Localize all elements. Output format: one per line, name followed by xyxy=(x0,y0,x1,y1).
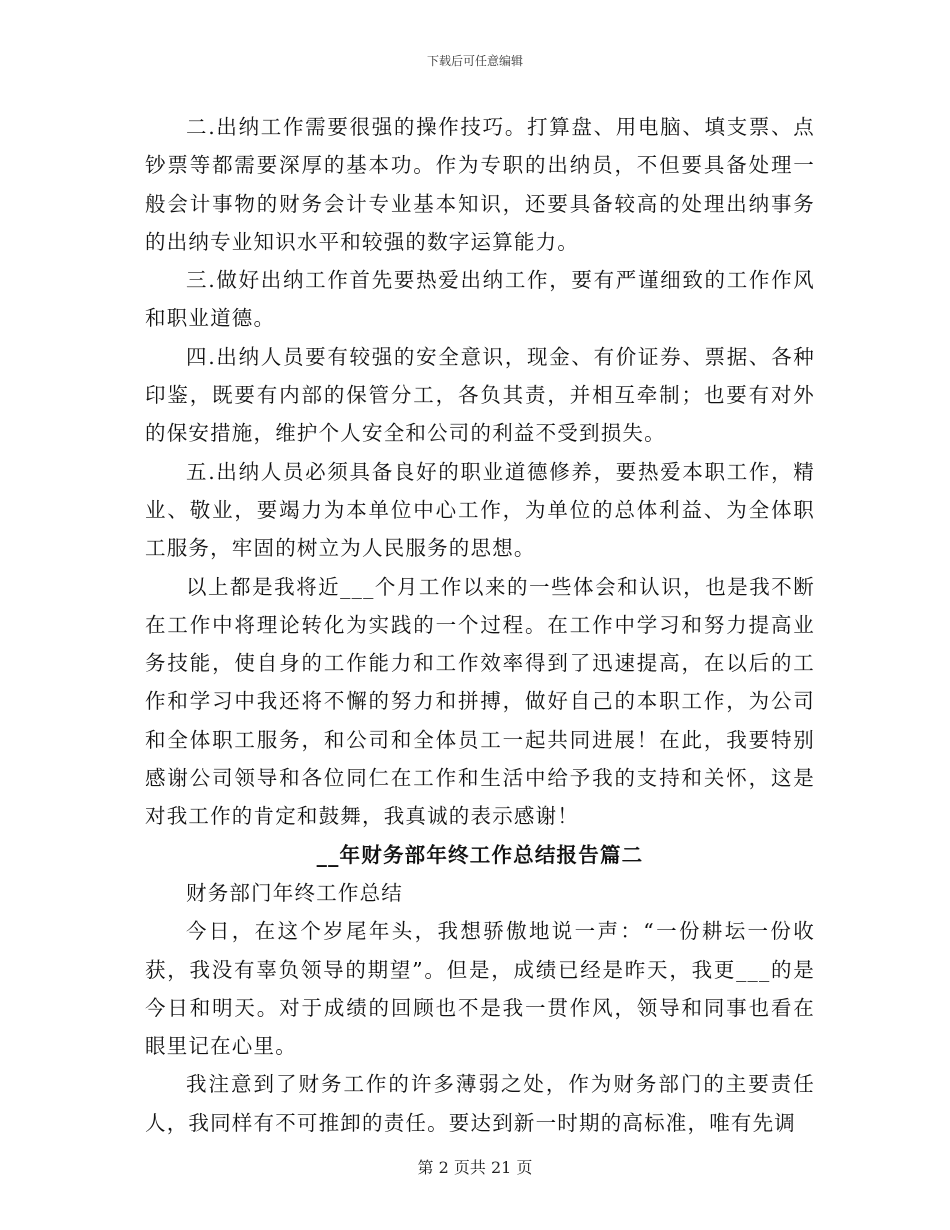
paragraph-summary: 以上都是我将近___个月工作以来的一些体会和认识，也是我不断在工作中将理论转化为实践的一个过程。在工作中学习和努力提高业务技能，使自身的工作能力和工作效率得到了迅速提高，在以后的工作和学习中我还将不懈的努力和拼搏，做好自己的本职工作，为公司和全体职工服务，和公司和全体员工一起共同进展！在此，我要特别感谢公司领导和各位同仁在工作和生活中给予我的支持和关怀，这是对我工作的肯定和鼓舞，我真诚的表示感谢！ xyxy=(145,574,815,829)
page-number: 第 2 页共 21 页 xyxy=(417,1158,533,1177)
document-body xyxy=(145,108,815,1142)
paragraph-item-5: 五.出纳人员必须具备良好的职业道德修养，要热爱本职工作，精业、敬业，要竭力为本单位中心工作，为单位的总体利益、为全体职工服务，牢固的树立为人民服务的思想。 xyxy=(145,459,815,561)
paragraph-item-2: 二.出纳工作需要很强的操作技巧。打算盘、用电脑、填支票、点钞票等都需要深厚的基本功。作为专职的出纳员，不但要具备处理一般会计事物的财务会计专业基本知识，还要具备较高的处理出纳事务的出纳专业知识水平和较强的数字运算能力。 xyxy=(145,115,815,254)
paragraph-intro: 今日，在这个岁尾年头，我想骄傲地说一声：“一份耕坛一份收获，我没有辜负领导的期望”。但是，成绩已经是昨天，我更___的是今日和明天。对于成绩的回顾也不是我一贯作风，领导和同事也看在眼里记在心里。 xyxy=(145,919,815,1059)
section-title: __年财务部年终工作总结报告篇二 xyxy=(316,842,644,867)
subsection-heading: 财务部门年终工作总结 xyxy=(186,880,403,905)
paragraph-item-3: 三.做好出纳工作首先要热爱出纳工作，要有严谨细致的工作作风和职业道德。 xyxy=(145,268,815,331)
paragraph-responsibility: 我注意到了财务工作的许多薄弱之处，作为财务部门的主要责任人，我同样有不可推卸的责任。要达到新一时期的高标准，唯有先调 xyxy=(145,1072,815,1135)
download-edit-note: 下载后可任意编辑 xyxy=(426,54,523,68)
paragraph-item-4: 四.出纳人员要有较强的安全意识，现金、有价证券、票据、各种印鉴，既要有内部的保管分工，各负其责，并相互牵制；也要有对外的保安措施，维护个人安全和公司的利益不受到损失。 xyxy=(145,344,815,446)
